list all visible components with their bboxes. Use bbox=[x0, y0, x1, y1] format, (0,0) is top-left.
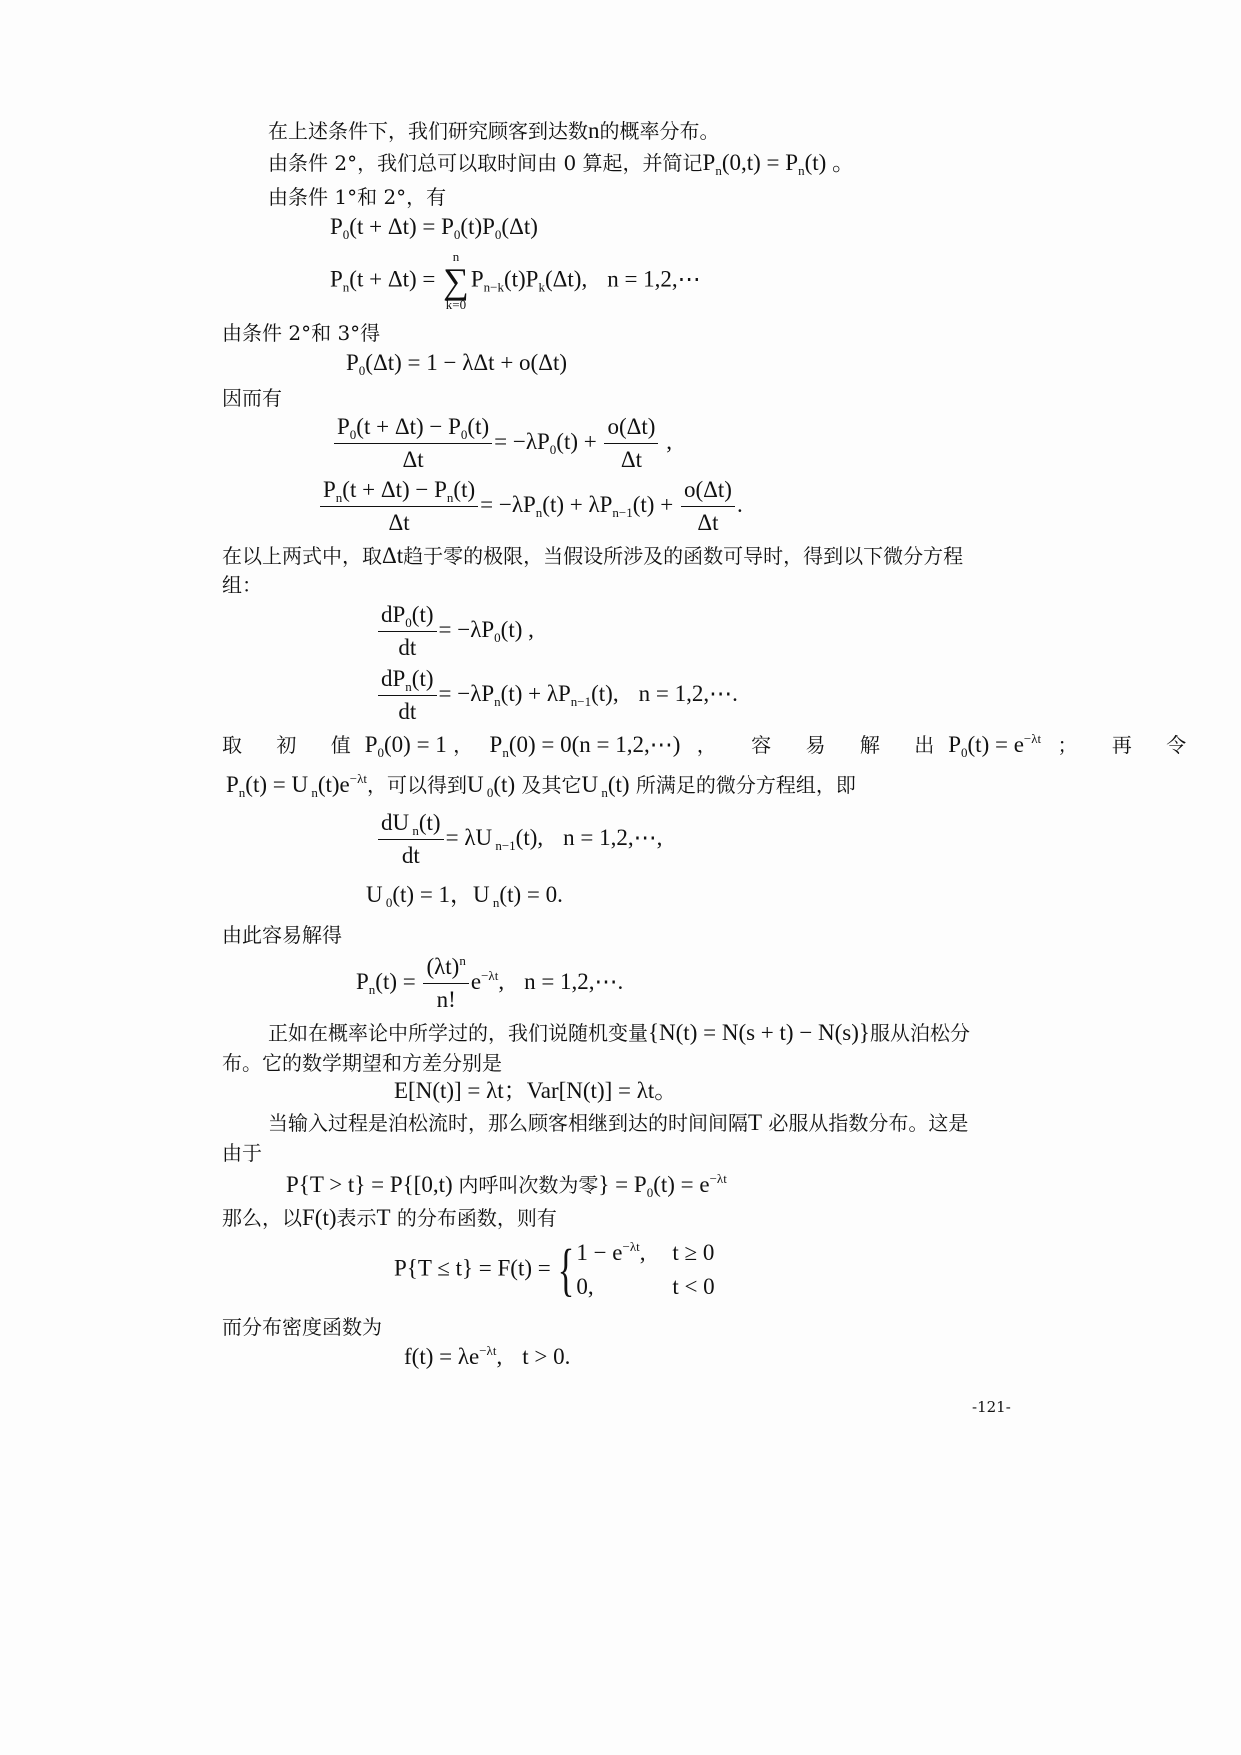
text: 因而有 bbox=[222, 386, 282, 410]
text: 在以上两式中，取 bbox=[222, 544, 382, 568]
text: 必服从指数分布。这是 bbox=[768, 1111, 969, 1135]
math-var: n bbox=[588, 118, 600, 143]
fraction: $\frac{o(\Delta t)}{\Delta t}$ bbox=[604, 412, 658, 475]
math-var: T bbox=[748, 1110, 763, 1135]
text: 内呼叫次数为零 bbox=[458, 1173, 599, 1197]
text: ， 容 易 解 出 bbox=[696, 733, 949, 757]
left-brace: { bbox=[558, 1237, 575, 1302]
paragraph-line-19 bbox=[222, 922, 342, 948]
page-number: -121- bbox=[972, 1398, 1011, 1416]
text: 由条件 2°和 3°得 bbox=[222, 321, 381, 345]
text: 组： bbox=[222, 573, 262, 597]
equation-5: $\frac{P_n(t + \Delta t) - P_n(t)}{\Delta t}$ = $-\lambda P_n(t) + \lambda P_{n-1}(t)$ + $\frac{o(\Delta t)}{\Delta t}$ . bbox=[318, 475, 743, 538]
fraction: $\frac{dP_0(t)}{dt}$ bbox=[378, 600, 437, 663]
fraction: $\frac{o(\Delta t)}{\Delta t}$ bbox=[681, 475, 735, 538]
equation-4: $\frac{P_0(t + \Delta t) - P_0(t)}{\Delta t}$ = $-\lambda P_0(t)$ + $\frac{o(\Delta t)}{\Delta t}$ , bbox=[332, 412, 672, 475]
paragraph-line-8 bbox=[222, 385, 282, 411]
paragraph-line-16: $P_n(t) = U$ $_n(t)e^{-\lambda t}$，可以得到U $_0$(t) 及其它U $_n$(t) 所满足的微分方程组，即 bbox=[226, 771, 856, 800]
summation-symbol: n ∑ k=0 bbox=[443, 249, 469, 312]
text: 取 初 值 bbox=[222, 733, 365, 757]
equation-2: $P_n(t + \Delta t)$ = n ∑ k=0 $P_{n-k}(t)P_k(\Delta t)$, n = 1,2,⋯ bbox=[330, 249, 701, 312]
fraction: $\frac{P_0(t + \Delta t) - P_0(t)}{\Delta t}$ bbox=[334, 412, 492, 475]
paragraph-line-3 bbox=[268, 184, 446, 210]
equation-9: U $_0$(t) = 1，U $_n$(t) = 0. bbox=[366, 882, 563, 910]
paragraph-line-2 bbox=[268, 150, 855, 176]
paragraph-line-24 bbox=[268, 1110, 968, 1136]
equation-6: $\frac{dP_0(t)}{dt}$ = $-\lambda P_0(t)$ , bbox=[376, 600, 534, 663]
text: 布。它的数学期望和方差分别是 bbox=[222, 1051, 502, 1075]
equation-11: E[N(t)] = λt；Var[N(t)] = λt。 bbox=[394, 1078, 678, 1103]
text: 由条件 1°和 2°，有 bbox=[268, 185, 447, 209]
text: ； 再 令 bbox=[1057, 733, 1201, 757]
paragraph-line-12 bbox=[222, 572, 262, 598]
text: 表示 bbox=[336, 1206, 377, 1230]
math-var: T bbox=[376, 1205, 391, 1230]
math-var: Δt bbox=[382, 543, 404, 568]
equation-3: $P_0(\Delta t) = 1 - \lambda\Delta t + o(\Delta t)$ bbox=[346, 350, 568, 378]
text: 的分布函数，则有 bbox=[396, 1206, 557, 1230]
equation-14: $f(t) = \lambda e^{-\lambda t}$, t > 0. bbox=[404, 1343, 571, 1369]
text: 当输入过程是泊松流时，那么顾客相继到达的时间间隔 bbox=[268, 1111, 748, 1135]
paragraph-line-21: 正如在概率论中所学过的，我们说随机变量{N(t) = N(s + t) − N(s)}服从泊松分 bbox=[268, 1020, 970, 1045]
paragraph-line-1 bbox=[268, 118, 720, 144]
text: 的概率分布。 bbox=[599, 119, 720, 143]
text: 而分布密度函数为 bbox=[222, 1315, 382, 1339]
text: 那么，以 bbox=[222, 1206, 302, 1230]
equation-13: P{T ≤ t} = F(t) = { $1 - e^{-\lambda t}$, t ≥ 0 0, t < 0 bbox=[394, 1237, 715, 1302]
text: 及其它 bbox=[521, 773, 582, 797]
equation-7: $\frac{dP_n(t)}{dt}$ = $-\lambda P_n(t) + \lambda P_{n-1}(t)$, n = 1,2,⋯. bbox=[376, 664, 738, 727]
text: 由于 bbox=[222, 1141, 262, 1165]
text: 趋于零的极限，当假设所涉及的函数可导时，得到以下微分方程 bbox=[403, 544, 964, 568]
fraction: $\frac{P_n(t + \Delta t) - P_n(t)}{\Delta t}$ bbox=[320, 475, 478, 538]
equation-1: $P_0(t + \Delta t) = P_0(t)P_0(\Delta t)$ bbox=[330, 214, 538, 242]
equation-12: P{T > t} = P{[0,t) 内呼叫次数为零} = $P_0(t) = e^{-\lambda t}$ bbox=[286, 1171, 727, 1200]
text: 由此容易解得 bbox=[222, 923, 342, 947]
text: 由条件 2°，我们总可以取时间由 0 算起，并简记 bbox=[268, 151, 703, 175]
paragraph-line-25 bbox=[222, 1140, 262, 1166]
paragraph-line-6 bbox=[222, 320, 380, 346]
paragraph-line-15: 取 初 值$P_0(0) = 1$ ， $P_n(0) = 0(n$ = 1,2,⋯) ， 容 易 解 出$P_0(t) = e^{-\lambda t}$ ； 再 令 bbox=[222, 731, 1201, 760]
equation-8: $\frac{dU _n(t)}{dt}$ = λU $_{n-1}$(t), n = 1,2,⋯, bbox=[376, 808, 662, 871]
paragraph-line-27: 那么，以F(t)表示T 的分布函数，则有 bbox=[222, 1205, 557, 1230]
text: ， bbox=[453, 733, 480, 757]
text: 在上述条件下，我们研究顾客到达数 bbox=[268, 119, 588, 143]
fraction: $\frac{dP_n(t)}{dt}$ bbox=[378, 664, 437, 727]
text: ，可以得到 bbox=[367, 773, 468, 797]
text: 服从泊松分 bbox=[869, 1021, 970, 1045]
equation-10: $P_n(t)$ = $\frac{(\lambda t)^n}{n!}$ $e^{-\lambda t}$, n = 1,2,⋯. bbox=[356, 952, 623, 1015]
piecewise-cases: $1 - e^{-\lambda t}$, t ≥ 0 0, t < 0 bbox=[576, 1239, 715, 1299]
text: 正如在概率论中所学过的，我们说随机变量 bbox=[268, 1021, 648, 1045]
paragraph-line-29 bbox=[222, 1314, 382, 1340]
inline-math: $P_n(0,t) = P_n(t)$ 。 bbox=[702, 150, 856, 178]
paragraph-line-11 bbox=[222, 543, 963, 569]
fraction: $\frac{dU _n(t)}{dt}$ bbox=[378, 808, 444, 871]
fraction: $\frac{(\lambda t)^n}{n!}$ bbox=[423, 952, 468, 1015]
paragraph-line-22 bbox=[222, 1050, 502, 1076]
text: 所满足的微分方程组，即 bbox=[635, 773, 856, 797]
